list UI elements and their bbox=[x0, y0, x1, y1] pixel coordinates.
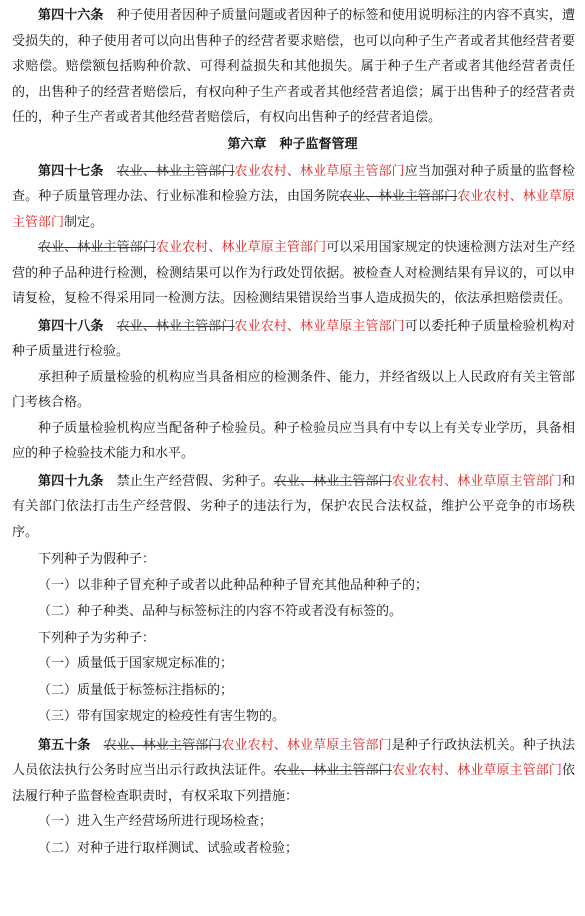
article-47-text: 应当加强对种子质量的监督检查。种子质量管理办法、行业标准和检验方法，由国务院 bbox=[12, 163, 575, 204]
list-item: （一）质量低于国家规定标准的； bbox=[38, 656, 234, 671]
inserted-text: 农业农村、林业草原主管部门 bbox=[391, 473, 562, 489]
article-48 bbox=[0, 314, 585, 365]
inserted-text: 农业农村、林业草原主管部门 bbox=[221, 737, 392, 753]
article-46-title: 第四十六条 bbox=[38, 8, 104, 23]
inserted-text: 农业农村、林业草原主管部门 bbox=[155, 240, 327, 255]
article-50-text-end: 依法履行种子监督检查职责时，有权采取下列措施： bbox=[12, 763, 575, 804]
article-49 bbox=[0, 469, 585, 546]
article-49-text: 禁止生产经营假、劣种子。 bbox=[116, 473, 274, 489]
deleted-text: 农业、林业主管部门 bbox=[116, 318, 235, 334]
list-item: （三）带有国家规定的检疫性有害生物的。 bbox=[38, 709, 286, 724]
list-item: （一）进入生产经营场所进行现场检查； bbox=[38, 814, 273, 829]
inserted-text: 农业农村、林业草原主管部门 bbox=[391, 763, 562, 778]
deleted-text: 农业、林业主管部门 bbox=[116, 163, 235, 179]
list-item: （二）质量低于标签标注指标的； bbox=[38, 682, 234, 698]
article-50 bbox=[0, 733, 585, 810]
inserted-text: 农业农村、林业草原主管部门 bbox=[234, 163, 405, 179]
deleted-text: 农业、林业主管部门 bbox=[38, 240, 156, 255]
article-48-text: 可以委托种子质量检验机构对种子质量进行检验。 bbox=[12, 318, 575, 359]
article-46 bbox=[0, 3, 585, 131]
fake-seed-intro: 下列种子为假种子： bbox=[38, 552, 156, 567]
deleted-text: 农业、林业主管部门 bbox=[273, 473, 392, 489]
deleted-text: 农业、林业主管部门 bbox=[273, 763, 392, 778]
article-50-title: 第五十条 bbox=[38, 737, 91, 753]
article-49-text-end: 和有关部门依法打击生产经营假、劣种子的违法行为，保护农民合法权益，维护公平竞争的市场秩序。 bbox=[12, 473, 575, 540]
article-46-text: 种子使用者因种子质量问题或者因种子的标签和使用说明标注的内容不真实，遭受损失的，种子使用者可以向出售种子的经营者要求赔偿，也可以向种子生产者或者其他经营者要求赔偿。赔偿额包括购种价款、可得利益损失和其他损失。属于种子生产者或者其他经营者责任的，出售种子的经营者赔偿后，有权向种子生产者或者其他经营者追偿；属于出售种子的经营者责任的，种子生产者或者其他经营者赔偿后，有权向出售种子的经营者追偿。 bbox=[12, 8, 575, 125]
deleted-text: 农业、林业主管部门 bbox=[339, 189, 458, 204]
list-item: （一）以非种子冒充种子或者以此种品种种子冒充其他品种种子的； bbox=[38, 577, 429, 593]
list-item: （二）种子种类、品种与标签标注的内容不符或者没有标签的。 bbox=[38, 604, 403, 619]
article-47-paragraph-2 bbox=[0, 235, 585, 312]
article-48-paragraph-2: 承担种子质量检验的机构应当具备相应的检测条件、能力，并经省级以上人民政府有关主管部门考核合格。 bbox=[12, 369, 575, 410]
list-item: （二）对种子进行取样测试、试验或者检验； bbox=[38, 840, 299, 856]
inserted-text: 农业农村、林业草原主管部门 bbox=[12, 189, 575, 230]
article-48-title: 第四十八条 bbox=[38, 318, 104, 334]
article-48-paragraph-3: 种子质量检验机构应当配备种子检验员。种子检验员应当具有中专以上有关专业学历，具备相应的种子检验技术能力和水平。 bbox=[12, 420, 575, 461]
article-50-text: 是种子行政执法机关。种子执法人员依法执行公务时应当出示行政执法证件。 bbox=[12, 737, 575, 778]
article-47-text-end: 制定。 bbox=[64, 214, 104, 230]
deleted-text: 农业、林业主管部门 bbox=[103, 737, 222, 753]
bad-seed-intro: 下列种子为劣种子： bbox=[38, 630, 156, 646]
article-47-p2-text: 可以采用国家规定的快速检测方法对生产经营的种子品种进行检测，检测结果可以作为行政处罚依据。被检查人对检测结果有异议的，可以申请复检，复检不得采用同一检测方法。因检测结果错误给当事人造成损失的，依法承担赔偿责任。 bbox=[12, 240, 575, 306]
article-47 bbox=[0, 159, 585, 236]
article-49-title: 第四十九条 bbox=[38, 473, 104, 489]
chapter-heading: 第六章 种子监督管理 bbox=[227, 136, 358, 152]
inserted-text: 农业农村、林业草原主管部门 bbox=[234, 318, 405, 334]
article-47-title: 第四十七条 bbox=[38, 163, 104, 179]
